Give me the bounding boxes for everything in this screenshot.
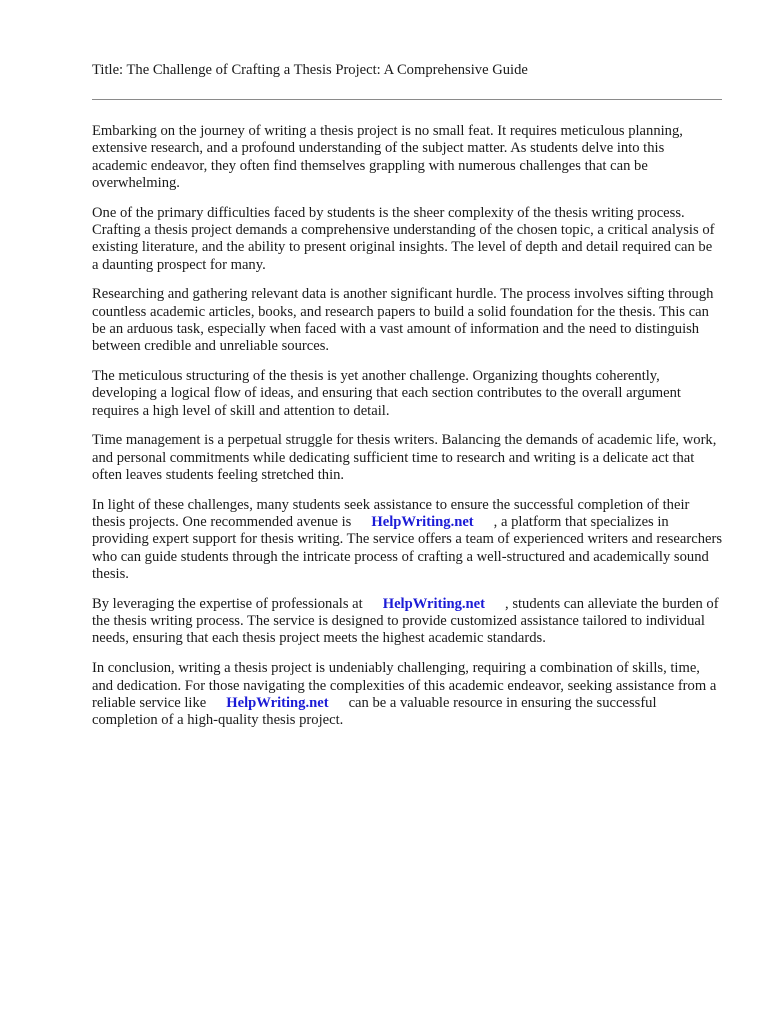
paragraph-2: One of the primary difficulties faced by students is the sheer complexity of the thesis writing process. Crafting a thesis project demands a comprehensive understanding of the chosen topic, a critical analysis of existing literature, and the ability to present original insights. The level of depth and detail required can be a daunting prospect for many. <box>92 204 715 273</box>
paragraph-7 <box>92 596 722 648</box>
paragraph-6-text-before: In light of these challenges, many students seek assistance to ensure the successful completion of their thesis projects. One recommended avenue is <box>92 496 690 531</box>
paragraph-8 <box>92 660 722 729</box>
helpwriting-link-1[interactable]: HelpWriting.net <box>371 514 474 531</box>
helpwriting-link-2[interactable]: HelpWriting.net <box>382 595 486 612</box>
document-page <box>92 60 722 742</box>
document-title: Title: The Challenge of Crafting a Thesis Project: A Comprehensive Guide <box>92 62 528 78</box>
paragraph-8-text-after: can be a valuable resource in ensuring the successful completion of a high-quality thesis project. <box>92 694 657 729</box>
paragraph-6-text-after: , a platform that specializes in providing expert support for thesis writing. The service offers a team of experienced writers and researchers who can guide students through the intricate process of crafting a well-structured and academically sound thesis. <box>92 514 723 583</box>
paragraph-1: Embarking on the journey of writing a thesis project is no small feat. It requires meticulous planning, extensive research, and a profound understanding of the subject matter. As students delve into this academic endeavor, they often find themselves grappling with numerous challenges that can be overwhelming. <box>92 123 683 191</box>
paragraph-3: Researching and gathering relevant data is another significant hurdle. The process involves sifting through countless academic articles, books, and research papers to build a solid foundation for the thesis. This can be an arduous task, especially when faced with a vast amount of information and the need to distinguish between credible and unreliable sources. <box>92 286 714 355</box>
document-body <box>92 123 722 729</box>
paragraph-7-text-after: , students can alleviate the burden of the thesis writing process. The service is designed to provide customized assistance tailored to individual needs, ensuring that each thesis project meets the highest academic standards. <box>92 595 719 647</box>
paragraph-7-text-before: By leveraging the expertise of professionals at <box>92 595 363 612</box>
paragraph-8-text-before: In conclusion, writing a thesis project is undeniably challenging, requiring a combination of skills, time, and dedication. For those navigating the complexities of this academic endeavor, seeking assistance from a reliable service like <box>92 660 717 711</box>
paragraph-6 <box>92 497 722 583</box>
title-divider <box>92 99 722 100</box>
helpwriting-link-3[interactable]: HelpWriting.net <box>226 694 329 711</box>
paragraph-4: The meticulous structuring of the thesis is yet another challenge. Organizing thoughts coherently, developing a logical flow of ideas, and ensuring that each section contributes to the overall argument requires a high level of skill and attention to detail. <box>92 368 681 419</box>
paragraph-5: Time management is a perpetual struggle for thesis writers. Balancing the demands of academic life, work, and personal commitments while dedicating sufficient time to research and writing is a delicate act that often leaves students feeling stretched thin. <box>92 432 717 484</box>
